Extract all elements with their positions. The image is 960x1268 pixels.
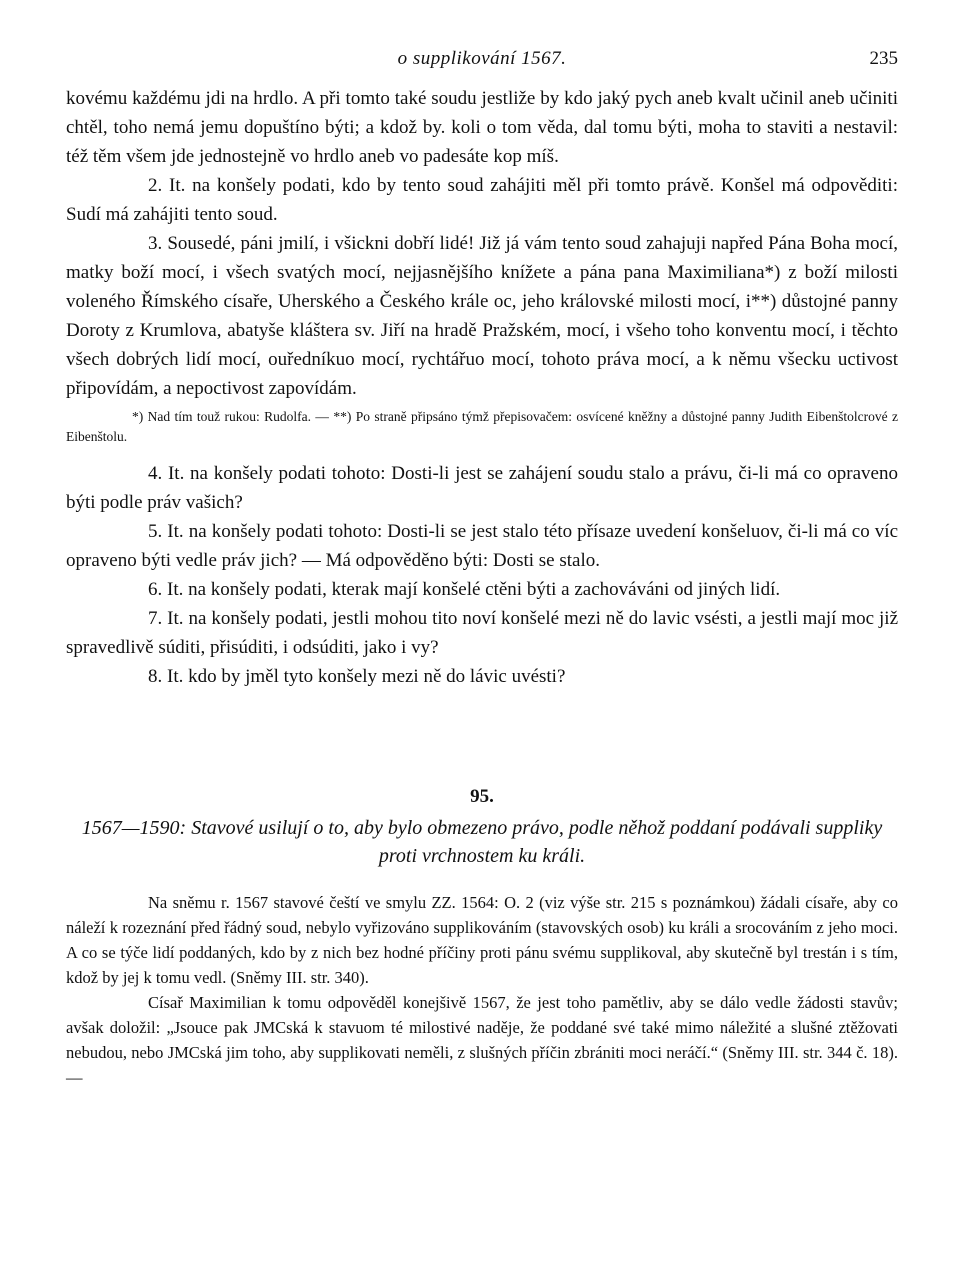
page	[66, 48, 898, 1090]
document-number: 95.	[470, 786, 494, 807]
running-title: o supplikování 1567.	[397, 48, 567, 69]
paragraph-item-3: 3. Sousedé, páni jmilí, i všickni dobří lidé! Již já vám tento soud zahajuji napřed Pána Boha mocí, matky boží mocí, i všech svatých mocí, nejjasnějšího knížete a pána pana Maximiliana*) z boží milosti voleného Římského císaře, Uherského a Českého krále oc, jeho královské milosti mocí, i**) důstojné panny Doroty z Krumlova, abatyše kláštera sv. Jiří na hradě Pražském, mocí, i všeho toho konventu mocí, i těchto všech dobrých lidí mocí, ouředníkuo mocí, rychtářuo mocí, tohoto práva mocí, a k němu všecku uctivost připovídám, a nepoctivost zapovídám.	[66, 233, 898, 399]
question-item-4: 4. It. na konšely podati tohoto: Dosti-li jest se zahájení soudu stalo a právu, či-li má co opraveno býti podle práv vašich?	[66, 463, 898, 513]
question-item-7: 7. It. na konšely podati, jestli mohou tito noví konšelé mezi ně do lavic vsésti, a jestli mají moc již spravedlivě súditi, přisúditi, i odsúditi, jako i vy?	[66, 608, 898, 658]
document-title: 1567—1590: Stavové usilují o to, aby bylo obmezeno právo, podle něhož poddaní podávali suppliky proti vrchnostem ku králi.	[81, 817, 883, 867]
question-item-5: 5. It. na konšely podati tohoto: Dosti-li se jest stalo této přísaze uvedení konšeluov, či-li má co víc opraveno býti vedle práv jich? — Má odpověděno býti: Dosti se stalo.	[66, 521, 898, 571]
question-item-8: 8. It. kdo by jměl tyto konšely mezi ně do lávic uvésti?	[148, 666, 566, 687]
paragraph-continuation: kovému každému jdi na hrdlo. A při tomto také soudu jestliže by kdo jaký pych aneb kvalt učinil aneb učiniti chtěl, toho nemá jemu dopuštíno býti; a kdož by. koli o tom věda, dal tomu býti, moha to staviti a nestavil: též těm všem jde jednostejně vo hrdlo aneb vo padesáte kop míš.	[66, 88, 898, 167]
document-paragraph: Na sněmu r. 1567 stavové čeští ve smylu ZZ. 1564: O. 2 (viz výše str. 215 s poznámkou) žádali císaře, aby co náleží k rozeznání před řádný soud, nebylo vyřizováno supplikováním (stavovských osob) ku králi a srocováním z jeho moci. A co se týče lidí poddaných, kdo by z nich bez hodné příčiny proti pánu svému supplikoval, aby skutečně byl trestán i s tím, kdož by jej k tomu vedl. (Sněmy III. str. 340).	[66, 893, 898, 987]
footnote: *) Nad tím touž rukou: Rudolfa. — **) Po straně připsáno týmž přepisovačem: osvícené kněžny a důstojné panny Judith Eibenštolcrové z Eibenštolu.	[66, 409, 898, 444]
page-header	[66, 48, 898, 84]
section-spacer	[66, 691, 898, 786]
page-number: 235	[869, 48, 898, 69]
document-paragraph: Císař Maximilian k tomu odpověděl konejšivě 1567, že jest toho pamětliv, aby se dálo vedle žádosti stavův; avšak doložil: „Jsouce pak JMCská k stavuom té milostivé naděje, že poddané své také mimo náležité a slušné ztěžovati nebudou, nebo JMCská jim toho, aby supplikovati neměli, z slušných příčin zbrániti moci neráčí.“ (Sněmy III. str. 344 č. 18). —	[66, 993, 898, 1087]
question-item-6: 6. It. na konšely podati, kterak mají konšelé ctěni býti a zachováváni od jiných lidí.	[148, 579, 781, 600]
paragraph-item-2: 2. It. na konšely podati, kdo by tento soud zahájiti měl při tomto právě. Konšel má odpověditi: Sudí má zahájiti tento soud.	[66, 175, 898, 225]
